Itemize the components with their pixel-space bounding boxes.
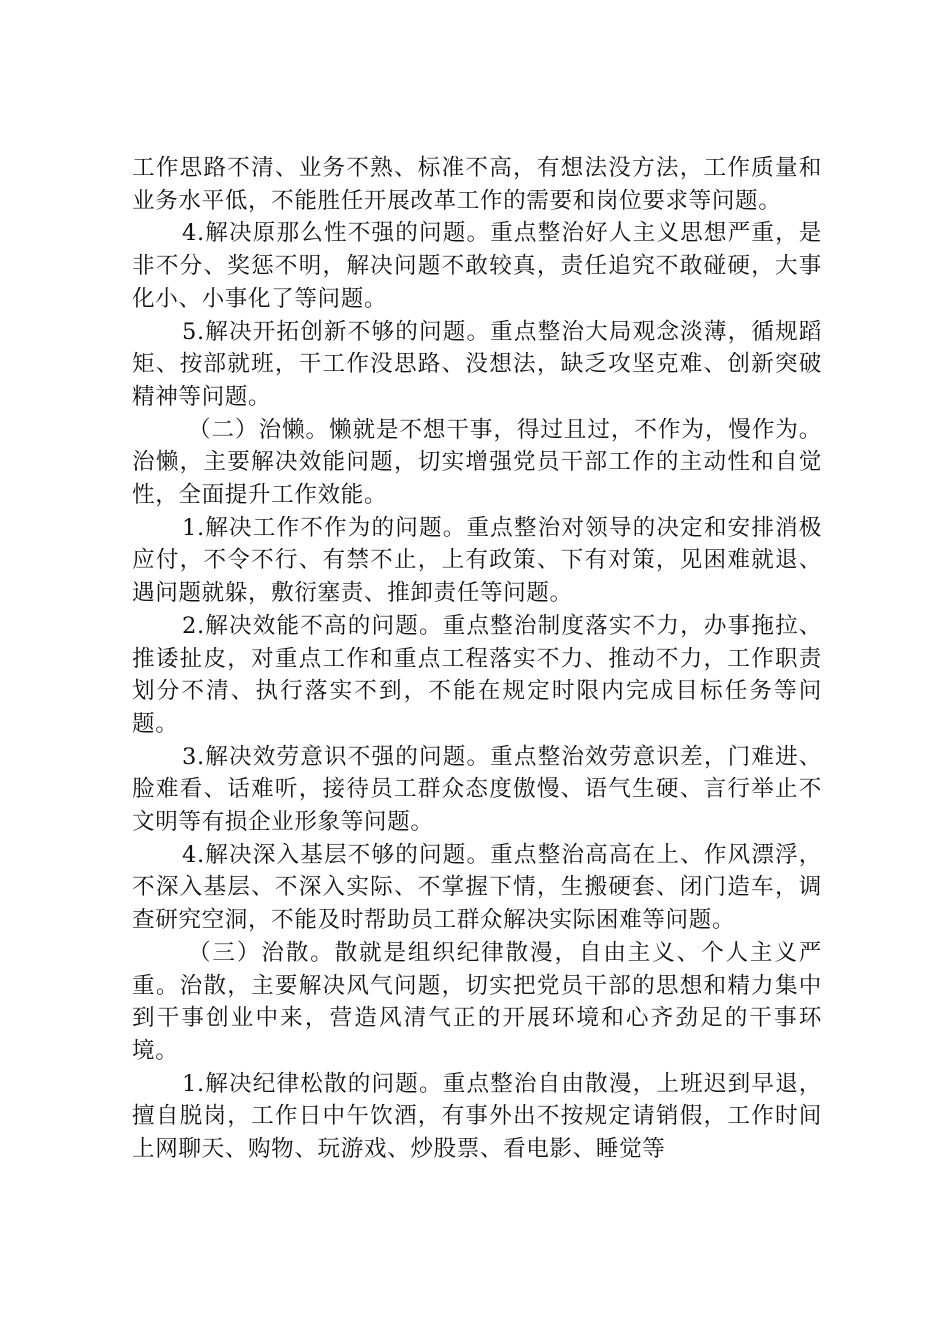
paragraph-continuation: 工作思路不清、业务不熟、标准不高，有想法没方法，工作质量和业务水平低，不能胜任开展改革工作的需要和岗位要求等问题。 — [132, 155, 822, 214]
paragraph-item-5-innovation: 5.解决开拓创新不够的问题。重点整治大局观念淡薄，循规蹈矩、按部就班，干工作没思路、没想法，缺乏攻坚克难、创新突破精神等问题。 — [132, 318, 822, 410]
paragraph-item-4-grassroots: 4.解决深入基层不够的问题。重点整治高高在上、作风漂浮，不深入基层、不深入实际、不掌握下情，生搬硬套、闭门造车，调查研究空洞，不能及时帮助员工群众解决实际困难等问题。 — [132, 841, 822, 934]
section-heading-lax: （三）治散。散就是组织纪律散漫，自由主义、个人主义严重。治散，主要解决风气问题，切实把党员干部的思想和精力集中到干事创业中来，营造风清气正的开展环境和心齐劲足的干事环境。 — [132, 939, 822, 1064]
paragraph-item-3-service: 3.解决效劳意识不强的问题。重点整治效劳意识差，门难进、脸难看、话难听，接待员工群众态度傲慢、语气生硬、言行举止不文明等有损企业形象等问题。 — [132, 743, 822, 836]
paragraph-item-2-efficiency: 2.解决效能不高的问题。重点整治制度落实不力，办事拖拉、推诿扯皮，对重点工作和重点工程落实不力、推动不力，工作职责划分不清、执行落实不到，不能在规定时限内完成目标任务等问题。 — [132, 612, 822, 737]
paragraph-item-1-inaction: 1.解决工作不作为的问题。重点整治对领导的决定和安排消极应付，不令不行、有禁不止，上有政策、下有对策，见困难就退、遇问题就躲，敷衍塞责、推卸责任等问题。 — [132, 514, 822, 607]
paragraph-item-1-discipline: 1.解决纪律松散的问题。重点整治自由散漫，上班迟到早退，擅自脱岗，工作日中午饮酒，有事外出不按规定请销假，工作时间上网聊天、购物、玩游戏、炒股票、看电影、睡觉等 — [132, 1070, 822, 1163]
paragraph-item-4-principle: 4.解决原那么性不强的问题。重点整治好人主义思想严重，是非不分、奖惩不明，解决问题不敢较真，责任追究不敢碰硬，大事化小、小事化了等问题。 — [132, 220, 822, 312]
document-body — [132, 152, 822, 1166]
section-heading-lazy: （二）治懒。懒就是不想干事，得过且过，不作为，慢作为。治懒，主要解决效能问题，切实增强党员干部工作的主动性和自觉性，全面提升工作效能。 — [132, 416, 822, 509]
